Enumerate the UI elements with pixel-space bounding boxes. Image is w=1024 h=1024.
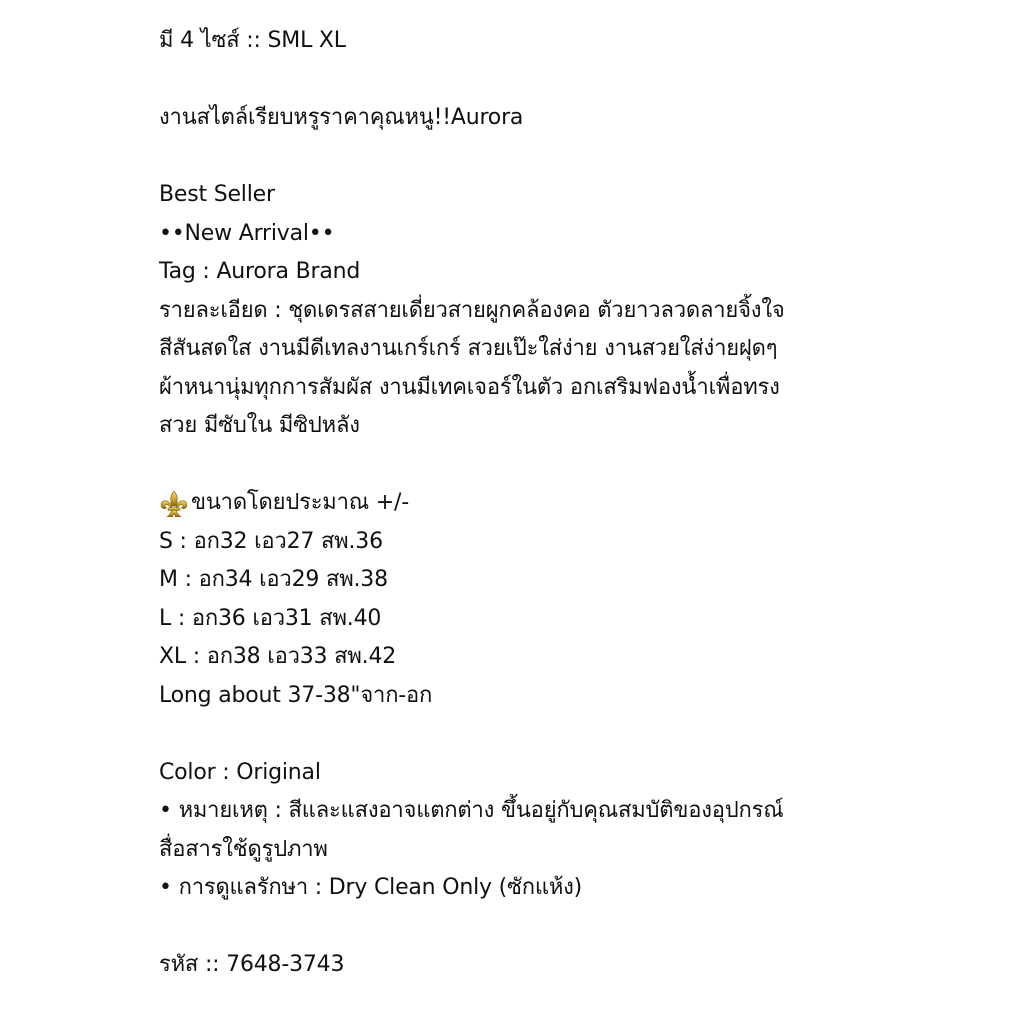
fleur-de-lis-icon <box>159 489 189 519</box>
note-line-2: สื่อสารใช้ดูรูปภาพ <box>159 836 328 862</box>
note-line-1: • หมายเหตุ : สีและแสงอาจแตกต่าง ขึ้นอยู่กับคุณสมบัติของอุปกรณ์ <box>159 798 784 823</box>
spacer <box>159 446 999 485</box>
spacer <box>159 715 999 754</box>
size-row-m: M : อก34 เอว29 สพ.38 <box>159 567 388 592</box>
spacer <box>159 138 999 177</box>
color-label: Color : Original <box>159 759 321 785</box>
product-description <box>159 22 999 985</box>
sizes-line: มี 4 ไซส์ :: SML XL <box>159 28 346 53</box>
details-line-3: ผ้าหนานุ่มทุกการสัมผัส งานมีเทคเจอร์ในตัว อกเสริมฟองน้ำเพื่อทรง <box>159 374 780 400</box>
size-row-s: S : อก32 เอว27 สพ.36 <box>159 528 383 554</box>
care-instructions: • การดูแลรักษา : Dry Clean Only (ซักแห้ง) <box>159 875 583 900</box>
brand-tag: Tag : Aurora Brand <box>159 259 361 284</box>
headline: งานสไตล์เรียบหรูราคาคุณหนู!!Aurora <box>159 105 524 130</box>
details-line-4: สวย มีซับใน มีซิปหลัง <box>159 413 360 438</box>
product-code: รหัส :: 7648-3743 <box>159 952 345 977</box>
spacer <box>159 908 999 947</box>
size-heading <box>159 484 999 523</box>
length-note: Long about 37-38"จาก-อก <box>159 682 433 708</box>
size-row-xl: XL : อก38 เอว33 สพ.42 <box>159 644 397 669</box>
spacer <box>159 61 999 100</box>
size-row-l: L : อก36 เอว31 สพ.40 <box>159 605 382 631</box>
size-heading-text: ขนาดโดยประมาณ +/- <box>191 490 409 515</box>
new-arrival-label: ••New Arrival•• <box>159 220 335 246</box>
details-line-1: รายละเอียด : ชุดเดรสสายเดี่ยวสายผูกคล้องคอ ตัวยาวลวดลายจิ้งใจ <box>159 297 785 323</box>
best-seller-label: Best Seller <box>159 182 275 207</box>
details-line-2: สีสันสดใส งานมีดีเทลงานเกร์เกร์ สวยเป๊ะใส่ง่าย งานสวยใส่ง่ายฝุดๆ <box>159 336 778 361</box>
